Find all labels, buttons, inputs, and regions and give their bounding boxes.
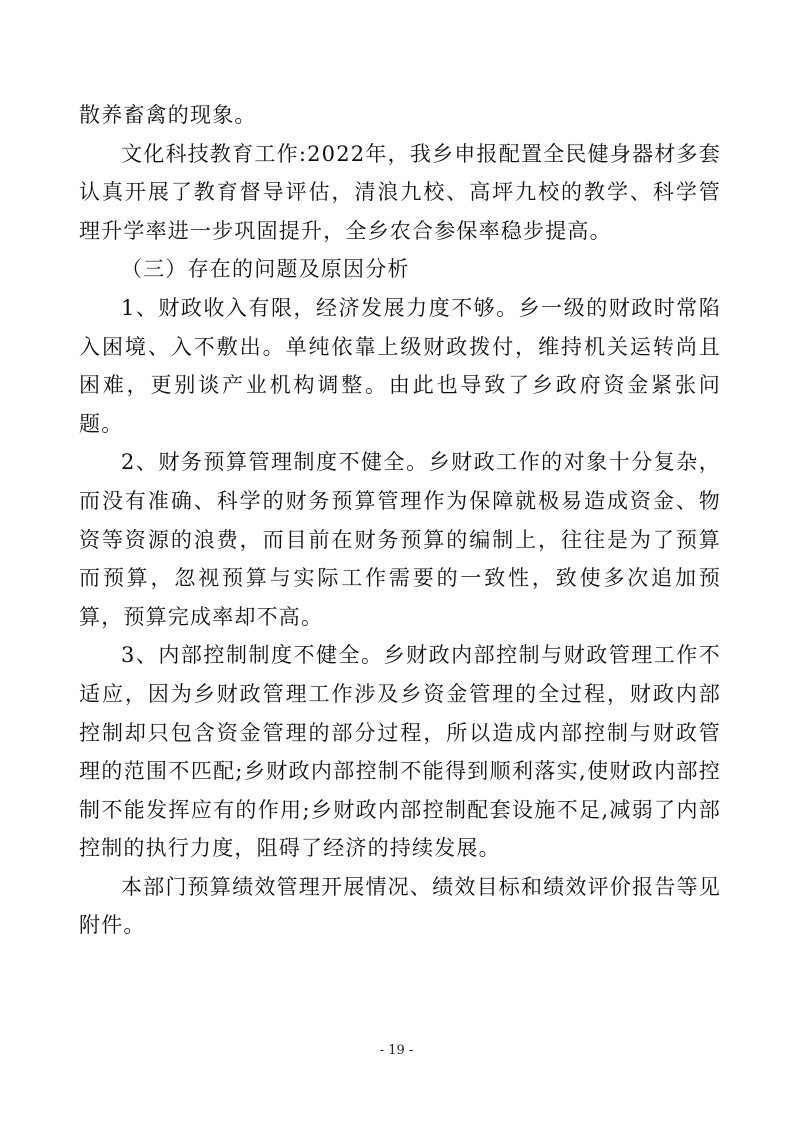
paragraph-point-3: 3、内部控制制度不健全。乡财政内部控制与财政管理工作不适应，因为乡财政管理工作涉及乡资金管理的全过程，财政内部控制却只包含资金管理的部分过程，所以造成内部控制与财政管理的范围不匹配;乡财政内部控制不能得到顺利落实,使财政内部控制不能发挥应有的作用;乡财政内部控制配套设施不足,减弱了内部控制的执行力度，阻碍了经济的持续发展。 [79,643,721,861]
page-number: - 19 - [379,1043,414,1058]
paragraph-point-2: 2、财务预算管理制度不健全。乡财政工作的对象十分复杂，而没有准确、科学的财务预算管理作为保障就极易造成资金、物资等资源的浪费，而目前在财务预算的编制上，往往是为了预算而预算，忽视预算与实际工作需要的一致性，致使多次追加预算，预算完成率却不高。 [79,450,721,629]
paragraph-point-1: 1、财政收入有限，经济发展力度不够。乡一级的财政时常陷入困境、入不敷出。单纯依靠上级财政拨付，维持机关运转尚且困难，更别谈产业机构调整。由此也导致了乡政府资金紧张问题。 [79,295,721,436]
paragraph-performance-report: 本部门预算绩效管理开展情况、绩效目标和绩效评价报告等见附件。 [79,874,721,938]
section-heading-problems: （三）存在的问题及原因分析 [121,257,410,282]
document-body [79,96,721,945]
paragraph-culture-education: 文化科技教育工作:2022年，我乡申报配置全民健身器材多套认真开展了教育督导评估，清浪九校、高坪九校的教学、科学管理升学率进一步巩固提升，全乡农合参保率稳步提高。 [79,141,721,243]
paragraph-continuation: 散养畜禽的现象。 [79,103,257,127]
